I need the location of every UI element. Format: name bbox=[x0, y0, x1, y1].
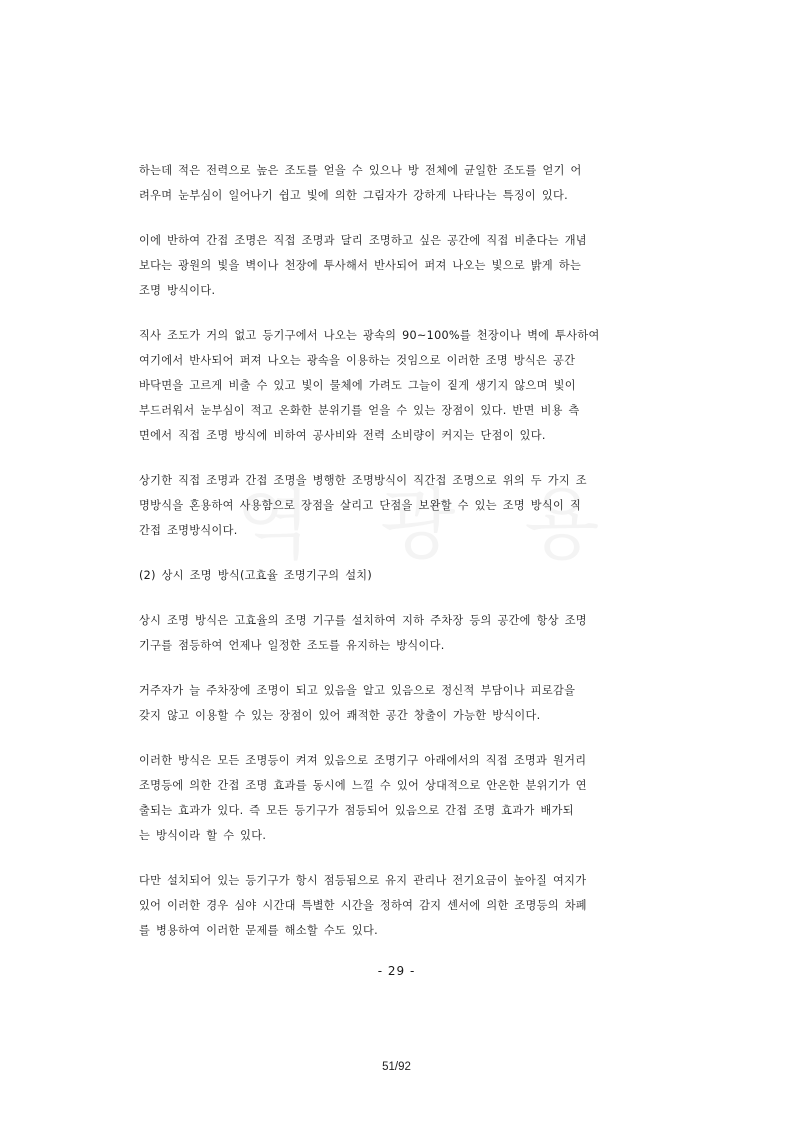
page-number: - 29 - bbox=[377, 964, 416, 978]
document-body bbox=[139, 158, 659, 943]
text-line: (2) 상시 조명 방식(고효율 조명기구의 설치) bbox=[139, 569, 373, 582]
paragraph bbox=[139, 868, 659, 943]
text-line: 바닥면을 고르게 비출 수 있고 빛이 물체에 가려도 그늘이 짙게 생기지 않으며 빛이 bbox=[139, 379, 576, 392]
text-line: 간접 조명방식이다. bbox=[139, 524, 238, 537]
text-line: 이러한 방식은 모든 조명등이 켜져 있음으로 조명기구 아래에서의 직접 조명과 원거리 bbox=[139, 754, 587, 767]
paragraph bbox=[139, 323, 659, 448]
text-line: 상기한 직접 조명과 간접 조명을 병행한 조명방식이 직간접 조명으로 위의 두 가지 조 bbox=[139, 474, 587, 487]
paragraph bbox=[139, 468, 659, 543]
text-line: 를 병용하여 이러한 문제를 해소할 수도 있다. bbox=[139, 924, 378, 937]
text-line: 있어 이러한 경우 심야 시간대 특별한 시간을 정하여 감지 센서에 의한 조명등의 차폐 bbox=[139, 899, 587, 912]
text-line: 면에서 직접 조명 방식에 비하여 공사비와 전력 소비량이 커지는 단점이 있다. bbox=[139, 429, 546, 442]
text-line: 려우며 눈부심이 일어나기 쉽고 빛에 의한 그림자가 강하게 나타나는 특징이 있다. bbox=[139, 189, 568, 202]
text-line: 상시 조명 방식은 고효율의 조명 기구를 설치하여 지하 주차장 등의 공간에 항상 조명 bbox=[139, 614, 587, 627]
paragraph bbox=[139, 158, 659, 208]
text-line: 출되는 효과가 있다. 즉 모든 등기구가 점등되어 있음으로 간접 조명 효과가 배가되 bbox=[139, 804, 574, 817]
text-line: 하는데 적은 전력으로 높은 조도를 얻을 수 있으나 방 전체에 균일한 조도를 얻기 어 bbox=[139, 164, 582, 177]
text-line: 조명 방식이다. bbox=[139, 284, 216, 297]
paragraph bbox=[139, 228, 659, 303]
text-line: 다만 설치되어 있는 등기구가 항시 점등됨으로 유지 관리나 전기요금이 높아질 여지가 bbox=[139, 874, 587, 887]
pdf-page-counter: 51/92 bbox=[382, 1061, 411, 1073]
text-line: 보다는 광원의 빛을 벽이나 천장에 투사해서 반사되어 퍼져 나오는 빛으로 밝게 하는 bbox=[139, 259, 582, 272]
paragraph bbox=[139, 608, 659, 658]
text-line: 거주자가 늘 주차장에 조명이 되고 있음을 알고 있음으로 정신적 부담이나 피로감을 bbox=[139, 684, 576, 697]
text-line: 명방식을 혼용하여 사용함으로 장점을 살리고 단점을 보완할 수 있는 조명 방식이 직 bbox=[139, 499, 582, 512]
text-line: 이에 반하여 간접 조명은 직접 조명과 달리 조명하고 싶은 공간에 직접 비춘다는 개념 bbox=[139, 234, 587, 247]
text-line: 기구를 점등하여 언제나 일정한 조도를 유지하는 방식이다. bbox=[139, 639, 445, 652]
text-line: 여기에서 반사되어 퍼져 나오는 광속을 이용하는 것임으로 이러한 조명 방식은 공간 bbox=[139, 354, 576, 367]
text-line: 갖지 않고 이용할 수 있는 장점이 있어 쾌적한 공간 창출이 가능한 방식이다. bbox=[139, 709, 541, 722]
text-line: 부드러워서 눈부심이 적고 온화한 분위기를 얻을 수 있는 장점이 있다. 반면 비용 측 bbox=[139, 404, 580, 417]
paragraph bbox=[139, 678, 659, 728]
text-line: 는 방식이라 할 수 있다. bbox=[139, 829, 267, 842]
text-line: 조명등에 의한 간접 조명 효과를 동시에 느낄 수 있어 상대적으로 안온한 분위기가 연 bbox=[139, 779, 587, 792]
paragraph bbox=[139, 748, 659, 848]
section-heading bbox=[139, 563, 659, 588]
text-line: 직사 조도가 거의 없고 등기구에서 나오는 광속의 90~100%를 천장이나 벽에 투사하여 bbox=[139, 329, 600, 342]
